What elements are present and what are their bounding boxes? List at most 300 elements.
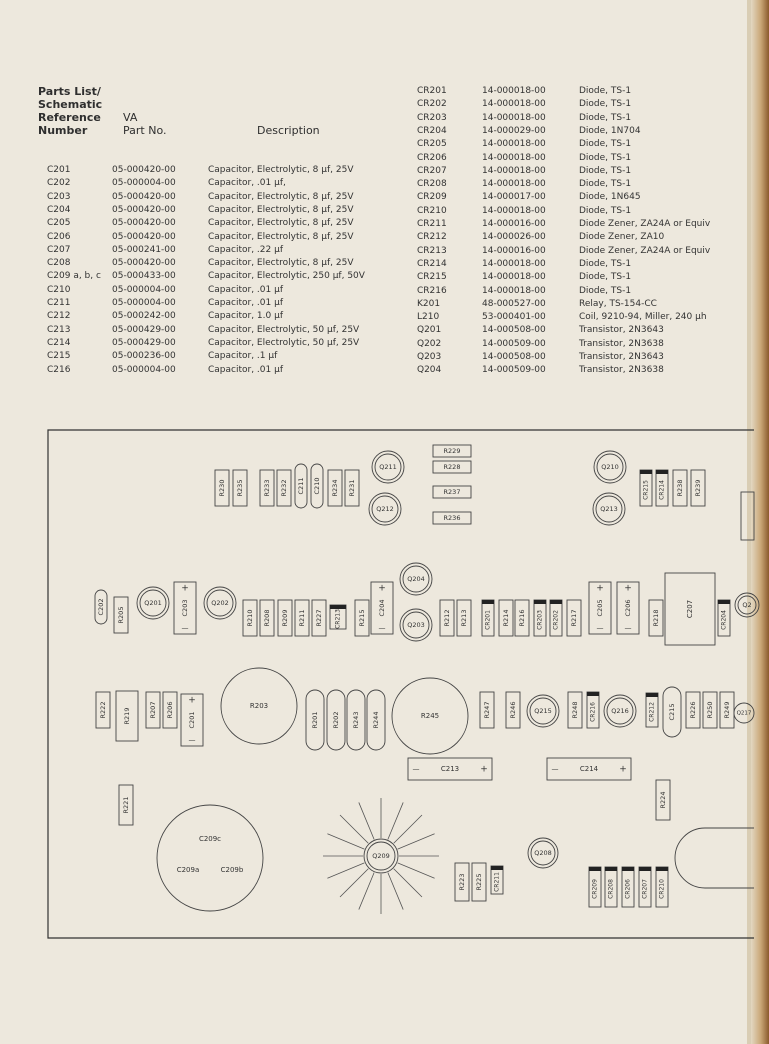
part-ref: C201	[47, 165, 71, 175]
resistor	[433, 512, 471, 524]
part-number: 05-000420-00	[112, 191, 176, 202]
transistor	[204, 587, 236, 619]
part-description: Capacitor, Electrolytic, 250 µf, 50V	[208, 271, 365, 282]
transistor	[372, 451, 404, 483]
transistor	[734, 703, 754, 723]
resistor-label: R235	[236, 479, 244, 497]
transistor	[593, 493, 625, 525]
plus-sign: +	[378, 583, 386, 594]
transistor-label: Q208	[534, 849, 552, 857]
resistor	[277, 470, 291, 506]
resistor-label: R225	[475, 873, 483, 891]
part-number: 14-000018-00	[482, 86, 546, 96]
diode-band	[622, 867, 634, 871]
part-description: Capacitor, .01 µf	[208, 364, 284, 375]
part-number: 05-000429-00	[112, 337, 176, 348]
part-number: 14-000018-00	[482, 205, 546, 216]
resistor	[433, 445, 471, 457]
part-ref: CR204	[417, 125, 447, 136]
part-number: 05-000420-00	[112, 165, 176, 175]
part-ref: CR212	[417, 232, 447, 243]
capacitor-label: C204	[378, 599, 386, 617]
diode-label: CR202	[552, 610, 560, 630]
resistor-label: R222	[99, 701, 107, 719]
resistor-label: R247	[483, 701, 491, 719]
plus-sign: +	[480, 764, 488, 775]
part-ref: L210	[417, 312, 440, 323]
transistor	[400, 609, 432, 641]
part-description: Diode, 1N645	[579, 192, 641, 203]
resistor-label: R233	[263, 479, 271, 497]
plus-sign: +	[624, 583, 632, 594]
resistor	[720, 692, 734, 728]
resistor	[457, 600, 471, 636]
resistor	[116, 691, 138, 741]
resistor	[260, 600, 274, 636]
ref-header-line: Parts List/	[38, 85, 101, 98]
part-number: 14-000018-00	[482, 179, 546, 190]
resistor-label: R216	[518, 609, 526, 627]
capacitor-label: C206	[624, 599, 632, 617]
disc-capacitor	[663, 687, 681, 737]
part-description: Diode, TS-1	[579, 139, 632, 150]
part-ref: C204	[47, 204, 71, 215]
power-resistor	[347, 690, 365, 750]
resistor-label: R202	[332, 711, 340, 729]
heatsink-fin	[327, 834, 364, 849]
minus-sign: —	[378, 624, 386, 632]
resistor-label: R227	[315, 609, 323, 627]
resistor-label: R224	[659, 791, 667, 809]
diode-band	[589, 867, 601, 871]
heatsink-fin	[398, 863, 435, 878]
heatsink-fin	[388, 802, 403, 839]
transistor-label: Q217	[736, 710, 752, 717]
minus-sign: —	[596, 624, 604, 632]
diode-label: CR212	[648, 702, 656, 722]
edge-connector	[741, 492, 754, 540]
plus-sign: +	[596, 583, 604, 594]
diode-label: CR207	[641, 879, 649, 899]
part-ref: C215	[47, 351, 71, 362]
diode-label: CR211	[493, 872, 501, 892]
diode	[640, 470, 652, 506]
diode-label: CR213	[334, 609, 342, 629]
electrolytic-capacitor	[589, 582, 611, 634]
resistor	[568, 692, 582, 728]
large-component	[392, 678, 468, 754]
resistor	[649, 600, 663, 636]
part-description: Diode Zener, ZA10	[579, 232, 665, 243]
part-ref: CR211	[417, 219, 447, 229]
part-number: 05-000420-00	[112, 258, 176, 269]
transistor-label: Q2	[742, 601, 752, 609]
part-description: Diode, TS-1	[579, 112, 632, 123]
diode-label: CR206	[624, 879, 632, 899]
capacitor-c207	[665, 573, 715, 645]
diode-label: CR201	[484, 610, 492, 630]
part-description: Diode, TS-1	[579, 179, 632, 190]
capacitor-label: C201	[188, 711, 196, 729]
part-ref: CR207	[417, 165, 447, 176]
resistor	[673, 470, 687, 506]
part-ref: Q204	[417, 365, 442, 376]
capacitor-label: C209c	[198, 835, 222, 843]
edge-connector	[675, 828, 754, 888]
part-ref: Q202	[417, 338, 442, 349]
heatsink-fin	[340, 869, 368, 897]
minus-sign: —	[188, 736, 196, 744]
part-description: Transistor, 2N3638	[579, 365, 664, 376]
diode-band	[640, 470, 652, 474]
part-ref: CR215	[417, 272, 447, 283]
diode	[639, 867, 651, 907]
resistor-label: R230	[218, 479, 226, 497]
part-ref: Q201	[417, 325, 442, 336]
transistor-label: Q211	[379, 463, 397, 471]
part-number: 14-000508-00	[482, 325, 546, 336]
transistor	[604, 695, 636, 727]
part-number: 14-000508-00	[482, 352, 546, 362]
resistor-label: R228	[443, 463, 461, 471]
part-description: Transistor, 2N3638	[579, 338, 664, 349]
part-ref: CR210	[417, 205, 447, 216]
resistor	[119, 785, 133, 825]
diode	[656, 867, 668, 907]
transistor	[594, 451, 626, 483]
electrolytic-capacitor	[174, 582, 196, 634]
capacitor-label: C214	[579, 765, 599, 773]
diode-band	[656, 470, 668, 474]
part-description: Diode, TS-1	[579, 152, 632, 163]
large-component-label: R203	[249, 702, 269, 710]
resistor-label: R206	[166, 701, 174, 719]
resistor	[345, 470, 359, 506]
resistor-label: R209	[281, 609, 289, 627]
disc-capacitor	[311, 464, 323, 508]
transistor	[527, 695, 559, 727]
transistor	[369, 493, 401, 525]
resistor	[163, 692, 177, 728]
part-ref: CR203	[417, 112, 447, 123]
part-description: Capacitor, Electrolytic, 8 µf, 25V	[208, 258, 354, 269]
transistor-label: Q204	[407, 575, 425, 583]
resistor	[499, 600, 513, 636]
resistor-label: R214	[502, 609, 510, 627]
diode-band	[639, 867, 651, 871]
diode-label: CR210	[658, 879, 666, 899]
diode-band	[587, 692, 599, 696]
va-header-line: VA	[123, 111, 138, 124]
part-ref: C203	[47, 191, 71, 202]
diode-band	[482, 600, 494, 604]
part-number: 48-000527-00	[482, 298, 546, 309]
part-ref: C212	[47, 311, 71, 322]
resistor	[567, 600, 581, 636]
part-description: Capacitor, .01 µf	[208, 298, 284, 308]
diode-band	[550, 600, 562, 604]
part-ref: CR208	[417, 179, 447, 190]
heatsink-fin	[327, 863, 364, 878]
capacitor-label: C207	[686, 599, 694, 619]
resistor-label: R237	[443, 488, 461, 496]
power-resistor	[327, 690, 345, 750]
resistor-label: R229	[443, 447, 461, 455]
diode-label: CR215	[642, 480, 650, 500]
large-component-label: R245	[420, 712, 440, 720]
part-number: 14-000018-00	[482, 272, 546, 283]
resistor	[312, 600, 326, 636]
part-description: Capacitor, Electrolytic, 50 µf, 25V	[208, 337, 360, 348]
resistor	[691, 470, 705, 506]
part-ref: CR205	[417, 139, 447, 150]
part-ref: C214	[47, 337, 71, 348]
part-description: Capacitor, Electrolytic, 50 µf, 25V	[208, 324, 360, 335]
diode	[587, 692, 599, 728]
resistor	[433, 486, 471, 498]
part-number: 14-000018-00	[482, 285, 546, 296]
resistor-label: R249	[723, 701, 731, 719]
capacitor-label: C202	[97, 598, 105, 616]
diode	[605, 867, 617, 907]
part-ref: C208	[47, 258, 71, 269]
part-number: 14-000016-00	[482, 219, 546, 229]
ref-header-line: Schematic	[38, 98, 103, 111]
part-description: Capacitor, .1 µf	[208, 351, 278, 362]
minus-sign: —	[551, 765, 559, 773]
part-description: Transistor, 2N3643	[579, 352, 664, 362]
electrolytic-capacitor	[617, 582, 639, 634]
diode	[330, 605, 346, 629]
transistor-label: Q215	[534, 707, 552, 715]
part-description: Capacitor, Electrolytic, 8 µf, 25V	[208, 218, 354, 229]
part-number: 53-000401-00	[482, 312, 546, 323]
diode	[718, 600, 730, 636]
capacitor-label: C209a	[176, 866, 200, 874]
part-number: 14-000018-00	[482, 258, 546, 269]
large-component	[221, 668, 297, 744]
resistor-label: R219	[123, 707, 131, 725]
capacitor-can	[157, 805, 263, 911]
resistor-label: R232	[280, 479, 288, 497]
resistor-label: R248	[571, 701, 579, 719]
capacitor-label: C210	[313, 477, 321, 495]
resistor-label: R243	[352, 711, 360, 729]
part-ref: K201	[417, 298, 441, 309]
electrolytic-capacitor	[371, 582, 393, 634]
plus-sign: +	[181, 583, 189, 594]
resistor-label: R226	[689, 701, 697, 719]
power-resistor	[367, 690, 385, 750]
diode	[622, 867, 634, 907]
part-ref: CR201	[417, 86, 447, 96]
part-description: Diode, 1N704	[579, 125, 641, 136]
resistor-label: R238	[676, 479, 684, 497]
resistor-label: R231	[348, 479, 356, 497]
part-ref: CR213	[417, 245, 447, 256]
plus-sign: +	[188, 695, 196, 706]
resistor	[455, 863, 469, 901]
part-number: 14-000018-00	[482, 165, 546, 176]
resistor-label: R236	[443, 514, 461, 522]
part-number: 14-000509-00	[482, 365, 546, 376]
diode-band	[656, 867, 668, 871]
capacitor-label: C205	[596, 599, 604, 617]
resistor	[96, 692, 110, 728]
resistor-label: R217	[570, 609, 578, 627]
part-description: Capacitor, .01 µf	[208, 284, 284, 295]
diode	[589, 867, 601, 907]
part-number: 14-000018-00	[482, 99, 546, 110]
power-resistor	[306, 690, 324, 750]
transistor-label: Q209	[372, 852, 390, 860]
part-number: 05-000241-00	[112, 244, 176, 255]
part-ref: C209 a, b, c	[47, 271, 101, 282]
resistor	[686, 692, 700, 728]
resistor-label: R234	[331, 479, 339, 497]
diode-label: CR216	[589, 702, 597, 722]
part-number: 05-000420-00	[112, 231, 176, 242]
part-number: 05-000242-00	[112, 311, 176, 322]
part-description: Capacitor, Electrolytic, 8 µf, 25V	[208, 231, 354, 242]
disc-capacitor	[295, 464, 307, 508]
part-ref: C210	[47, 284, 71, 295]
diode-label: CR203	[536, 610, 544, 630]
resistor	[114, 597, 128, 633]
part-ref: CR214	[417, 258, 447, 269]
part-number: 05-000236-00	[112, 351, 176, 362]
part-ref: C206	[47, 231, 71, 242]
disc-capacitor	[95, 590, 107, 624]
diode-label: CR208	[607, 879, 615, 899]
part-ref: CR206	[417, 152, 447, 163]
resistor	[260, 470, 274, 506]
part-number: 05-000420-00	[112, 204, 176, 215]
diode-band	[605, 867, 617, 871]
part-number: 05-000004-00	[112, 364, 176, 375]
part-description: Capacitor, .22 µf	[208, 244, 284, 255]
resistor-label: R223	[458, 873, 466, 891]
part-description: Diode Zener, ZA24A or Equiv	[579, 245, 711, 256]
resistor	[243, 600, 257, 636]
resistor-label: R250	[706, 701, 714, 719]
diode-band	[491, 866, 503, 870]
resistor-label: R210	[246, 609, 254, 627]
resistor	[472, 863, 486, 901]
capacitor-label: C211	[297, 477, 305, 495]
part-ref: C216	[47, 364, 71, 375]
transistor	[735, 593, 759, 617]
diode	[656, 470, 668, 506]
resistor	[480, 692, 494, 728]
part-number: 14-000026-00	[482, 232, 546, 243]
part-number: 14-000018-00	[482, 152, 546, 163]
part-description: Diode, TS-1	[579, 285, 632, 296]
part-description: Coil, 9210-94, Miller, 240 µh	[579, 312, 707, 323]
plus-sign: +	[619, 764, 627, 775]
diode-label: CR214	[658, 480, 666, 500]
minus-sign: —	[624, 624, 632, 632]
resistor-label: R221	[122, 796, 130, 814]
part-number: 05-000433-00	[112, 271, 176, 282]
diode-label: CR204	[720, 610, 728, 630]
resistor-label: R208	[263, 609, 271, 627]
transistor-label: Q203	[407, 621, 425, 629]
part-ref: C213	[47, 324, 71, 335]
diode-band	[718, 600, 730, 604]
resistor	[233, 470, 247, 506]
resistor-label: R201	[311, 711, 319, 729]
part-ref: C205	[47, 218, 71, 229]
part-description: Transistor, 2N3643	[579, 325, 664, 336]
capacitor-label: C203	[181, 599, 189, 617]
resistor	[295, 600, 309, 636]
resistor	[146, 692, 160, 728]
part-description: Diode Zener, ZA24A or Equiv	[579, 219, 711, 229]
part-number: 05-000004-00	[112, 178, 176, 189]
part-number: 14-000016-00	[482, 245, 546, 256]
heatsink-transistor	[323, 798, 439, 914]
capacitor-label: C215	[668, 703, 676, 721]
resistor	[278, 600, 292, 636]
diode-band	[534, 600, 546, 604]
part-number: 05-000420-00	[112, 218, 176, 229]
capacitor-label: C213	[440, 765, 460, 773]
heatsink-fin	[359, 873, 374, 910]
part-number: 14-000017-00	[482, 192, 546, 203]
va-header-line: Part No.	[123, 124, 167, 137]
part-ref: CR202	[417, 99, 447, 110]
minus-sign: —	[181, 624, 189, 632]
heatsink-fin	[359, 802, 374, 839]
part-description: Capacitor, 1.0 µf	[208, 311, 284, 322]
diode-band	[646, 693, 658, 697]
part-description: Relay, TS-154-CC	[579, 298, 657, 309]
resistor-label: R246	[509, 701, 517, 719]
electrolytic-capacitor	[408, 758, 492, 780]
part-description: Diode, TS-1	[579, 205, 632, 216]
resistor-label: R213	[460, 609, 468, 627]
diode-label: CR209	[591, 879, 599, 899]
transistor-label: Q202	[211, 599, 229, 607]
transistor	[400, 563, 432, 595]
resistor	[355, 600, 369, 636]
electrolytic-capacitor	[547, 758, 631, 780]
resistor	[433, 461, 471, 473]
resistor	[703, 692, 717, 728]
resistor-label: R205	[117, 606, 125, 624]
diode-band	[330, 605, 346, 609]
transistor-label: Q210	[601, 463, 619, 471]
part-description: Diode, TS-1	[579, 272, 632, 283]
heatsink-fin	[394, 815, 422, 843]
resistor-label: R244	[372, 711, 380, 729]
transistor	[137, 587, 169, 619]
diode	[482, 600, 494, 636]
resistor	[656, 780, 670, 820]
diode	[646, 693, 658, 727]
diode	[550, 600, 562, 636]
heatsink-fin	[398, 834, 435, 849]
transistor	[528, 838, 558, 868]
part-ref: Q203	[417, 352, 442, 362]
resistor	[506, 692, 520, 728]
diode	[534, 600, 546, 636]
resistor	[328, 470, 342, 506]
part-number: 14-000509-00	[482, 338, 546, 349]
resistor	[515, 600, 529, 636]
part-ref: CR209	[417, 192, 447, 203]
